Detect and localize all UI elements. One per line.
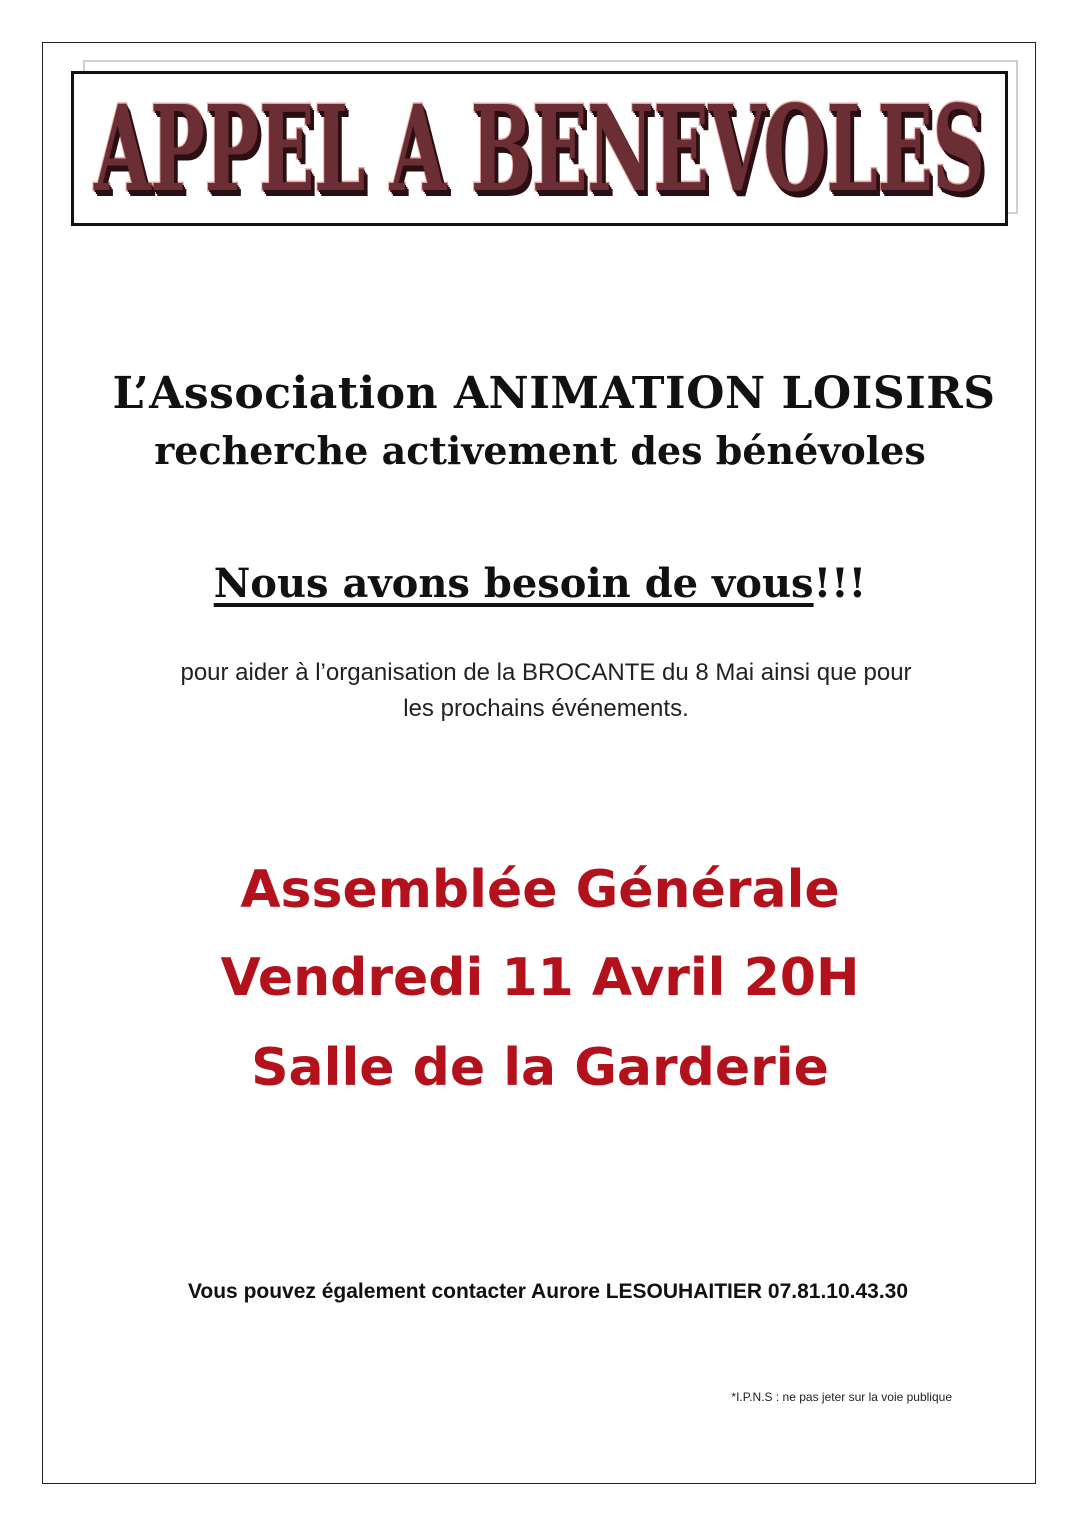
description-line-1: pour aider à l’organisation de la BROCANTE du 8 Mai ainsi que pour [180, 659, 912, 686]
banner-title: APPEL A BENEVOLES [94, 78, 985, 218]
assembly-date: Vendredi 11 Avril 20H [220, 948, 860, 1008]
association-name: L’Association ANIMATION LOISIRS [112, 368, 996, 419]
banner [71, 71, 1008, 226]
contact-info: Vous pouvez également contacter Aurore LESOUHAITIER 07.81.10.43.30 [187, 1280, 909, 1303]
need-heading-exclamation: !!! [813, 560, 867, 607]
need-heading-underlined: Nous avons besoin de vous [213, 560, 814, 607]
description-line-2: les prochains événements. [403, 695, 689, 722]
description [140, 655, 952, 727]
association-subtitle: recherche activement des bénévoles [154, 428, 926, 473]
ipns-notice: *I.P.N.S : ne pas jeter sur la voie publique [731, 1390, 952, 1404]
assembly-place: Salle de la Garderie [251, 1038, 829, 1098]
assembly-title: Assemblée Générale [240, 860, 840, 920]
need-heading [0, 560, 1080, 607]
page-border [42, 42, 1036, 1484]
